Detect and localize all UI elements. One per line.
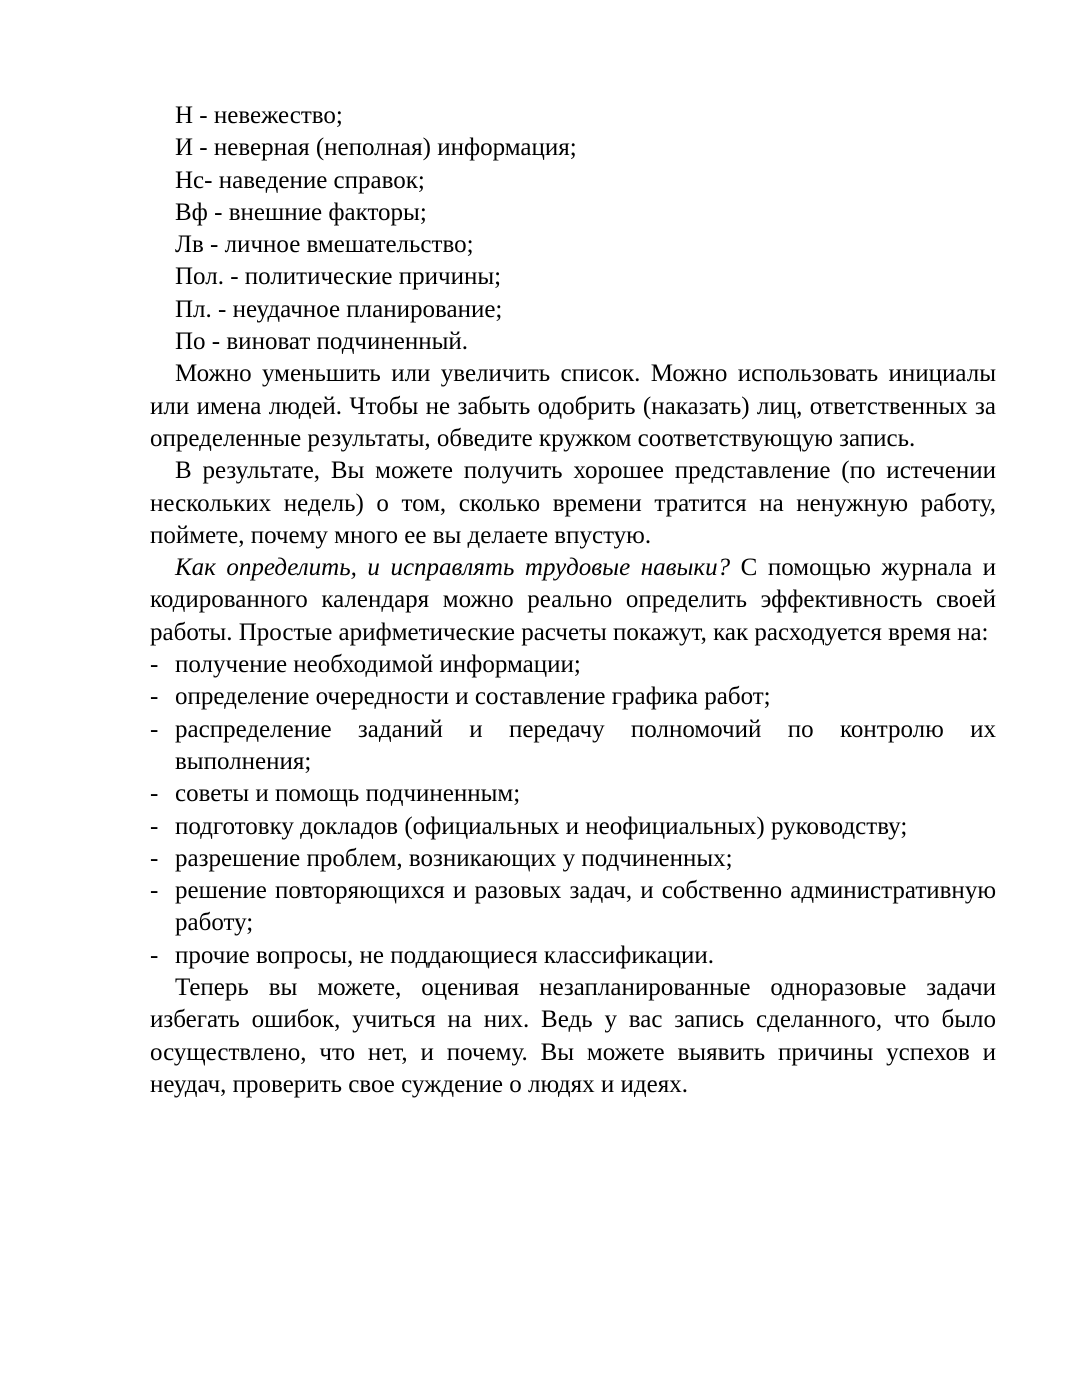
reason-codes-list xyxy=(150,100,996,358)
dash-marker: - xyxy=(150,877,159,905)
paragraph-result: В результате, Вы можете получить хорошее представление (по истечении нескольких недель) о том, сколько времени тратится на ненужную работу, поймете, почему много ее вы делаете впустую. xyxy=(150,457,996,549)
dash-marker: - xyxy=(150,812,159,840)
list-item xyxy=(150,875,996,940)
dash-marker: - xyxy=(150,941,159,969)
list-item xyxy=(150,940,996,972)
list-item-text: советы и помощь подчиненным; xyxy=(175,780,521,808)
dash-marker: - xyxy=(150,780,159,808)
paragraph-skills xyxy=(150,552,996,649)
skills-question: Как определить, и исправлять трудовые навыки? xyxy=(175,554,731,582)
list-item xyxy=(150,843,996,875)
paragraph-list-adjust: Можно уменьшить или увеличить список. Можно использовать инициалы или имена людей. Чтобы не забыть одобрить (наказать) лиц, ответственных за определенные результаты, обведите кружком соответствующую запись. xyxy=(150,360,996,452)
code-line: Лв - личное вмешательство; xyxy=(175,231,474,259)
paragraph-conclusion: Теперь вы можете, оценивая незапланированные одноразовые задачи избегать ошибок, учиться на них. Ведь у вас запись сделанного, что было осуществлено, что нет, и почему. Вы можете выявить причины успехов и неудач, проверить свое суждение о людях и идеях. xyxy=(150,974,996,1098)
time-usage-list xyxy=(150,649,996,972)
code-line: Нс- наведение справок; xyxy=(175,166,425,194)
code-line: И - неверная (неполная) информация; xyxy=(175,134,577,162)
list-item xyxy=(150,681,996,713)
list-item-text: разрешение проблем, возникающих у подчиненных; xyxy=(175,844,733,872)
list-item-text: прочие вопросы, не поддающиеся классификации. xyxy=(175,941,714,969)
list-item-text: получение необходимой информации; xyxy=(175,651,581,679)
dash-marker: - xyxy=(150,651,159,679)
code-line: По - виноват подчиненный. xyxy=(175,328,469,356)
skills-text: С помощью журнала и кодированного календаря можно реально определить эффективность своей работы. Простые арифметические расчеты покажут, как расходуется время на: xyxy=(150,554,996,646)
code-line: Н - невежество; xyxy=(175,102,343,129)
code-line: Вф - внешние факторы; xyxy=(175,198,427,226)
list-item-text: распределение заданий и передачу полномочий по контролю их выполнения; xyxy=(175,715,996,775)
list-item xyxy=(150,811,996,843)
code-line: Пл. - неудачное планирование; xyxy=(175,295,503,323)
list-item-text: определение очередности и составление графика работ; xyxy=(175,683,771,711)
code-line: Пол. - политические причины; xyxy=(175,263,502,291)
document-page xyxy=(150,100,996,1101)
list-item-text: подготовку докладов (официальных и неофициальных) руководству; xyxy=(175,812,908,840)
dash-marker: - xyxy=(150,715,159,743)
list-item-text: решение повторяющихся и разовых задач, и собственно административную работу; xyxy=(175,877,996,937)
list-item xyxy=(150,714,996,779)
list-item xyxy=(150,649,996,681)
list-item xyxy=(150,778,996,810)
dash-marker: - xyxy=(150,683,159,711)
dash-marker: - xyxy=(150,844,159,872)
